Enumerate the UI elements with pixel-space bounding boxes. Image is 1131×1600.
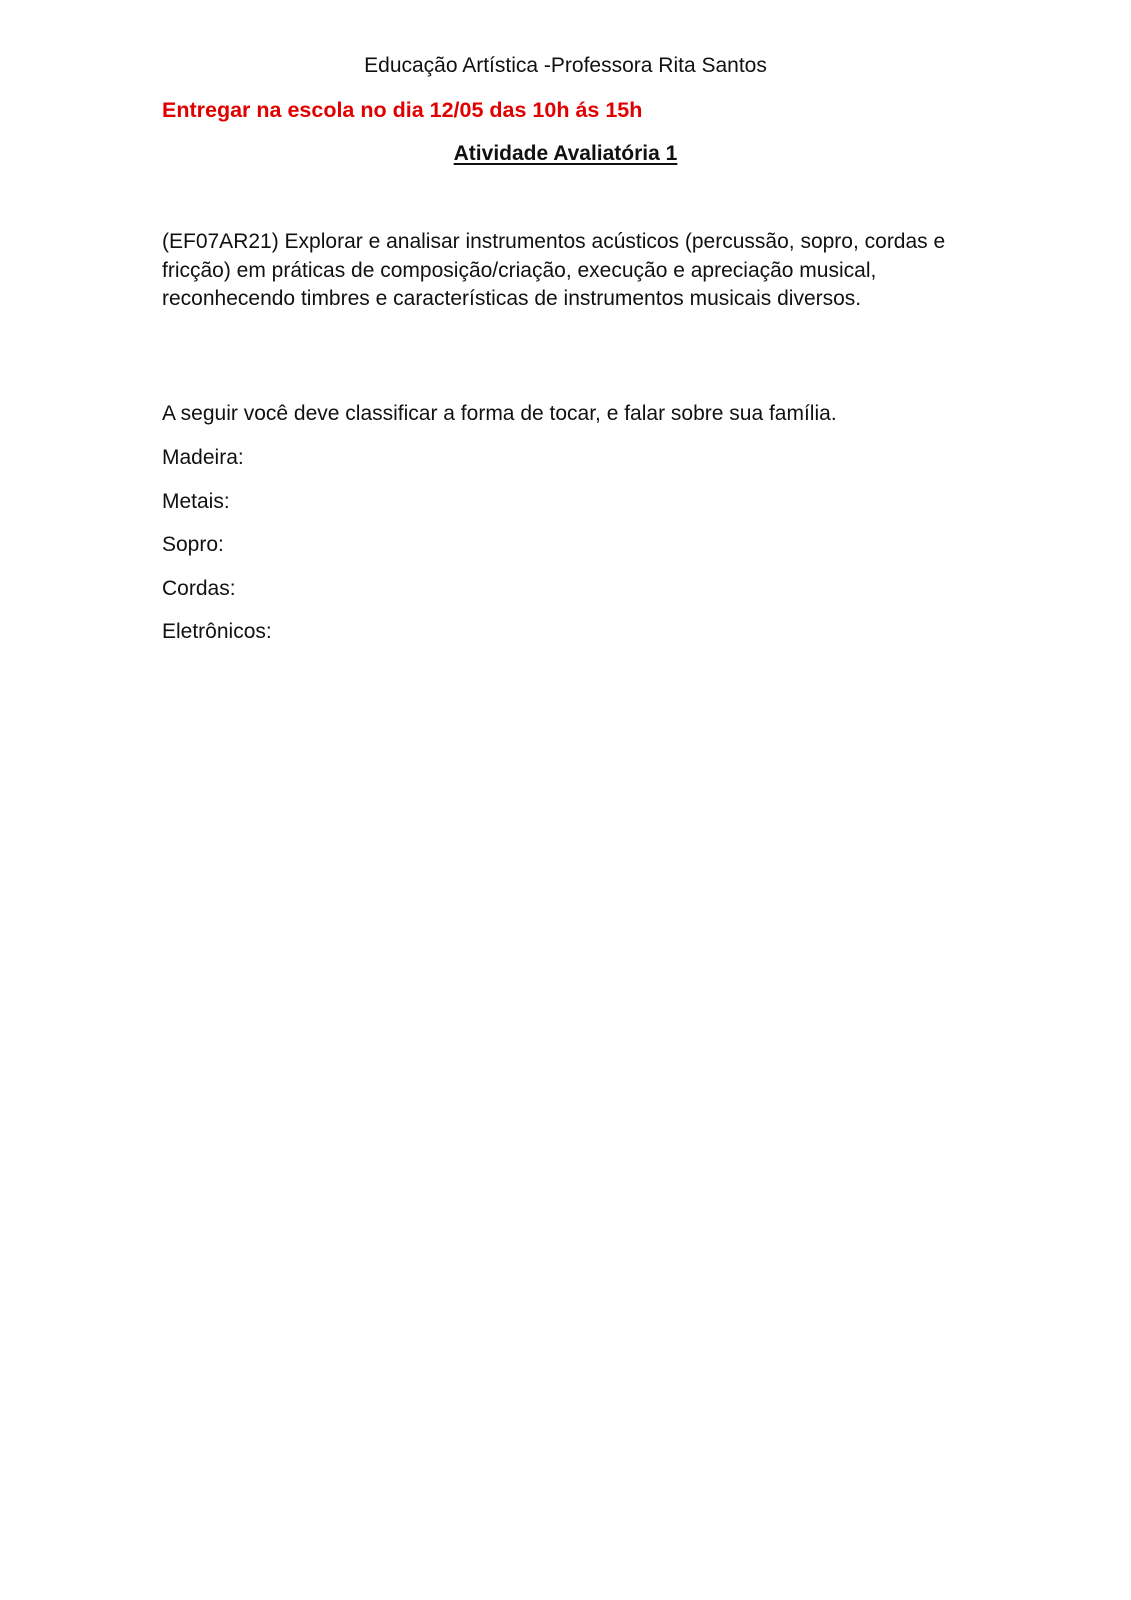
field-sopro: Sopro: <box>162 533 224 556</box>
instruction-text: A seguir você deve classificar a forma de tocar, e falar sobre sua família. <box>162 402 837 425</box>
activity-title: Atividade Avaliatória 1 <box>453 142 678 165</box>
field-metais: Metais: <box>162 489 230 513</box>
field-cordas: Cordas: <box>162 576 236 600</box>
document-header: Educação Artística -Professora Rita Santos <box>364 54 767 77</box>
field-madeira: Madeira: <box>162 446 244 469</box>
skill-description: (EF07AR21) Explorar e analisar instrumentos acústicos (percussão, sopro, cordas e fricção) em práticas de composição/criação, execução e apreciação musical, reconhecendo timbres e características de instrumentos musicais diversos. <box>162 230 946 310</box>
instrument-family-list <box>162 444 272 662</box>
deadline-notice: Entregar na escola no dia 12/05 das 10h ás 15h <box>162 98 643 122</box>
field-eletronicos: Eletrônicos: <box>162 620 272 643</box>
